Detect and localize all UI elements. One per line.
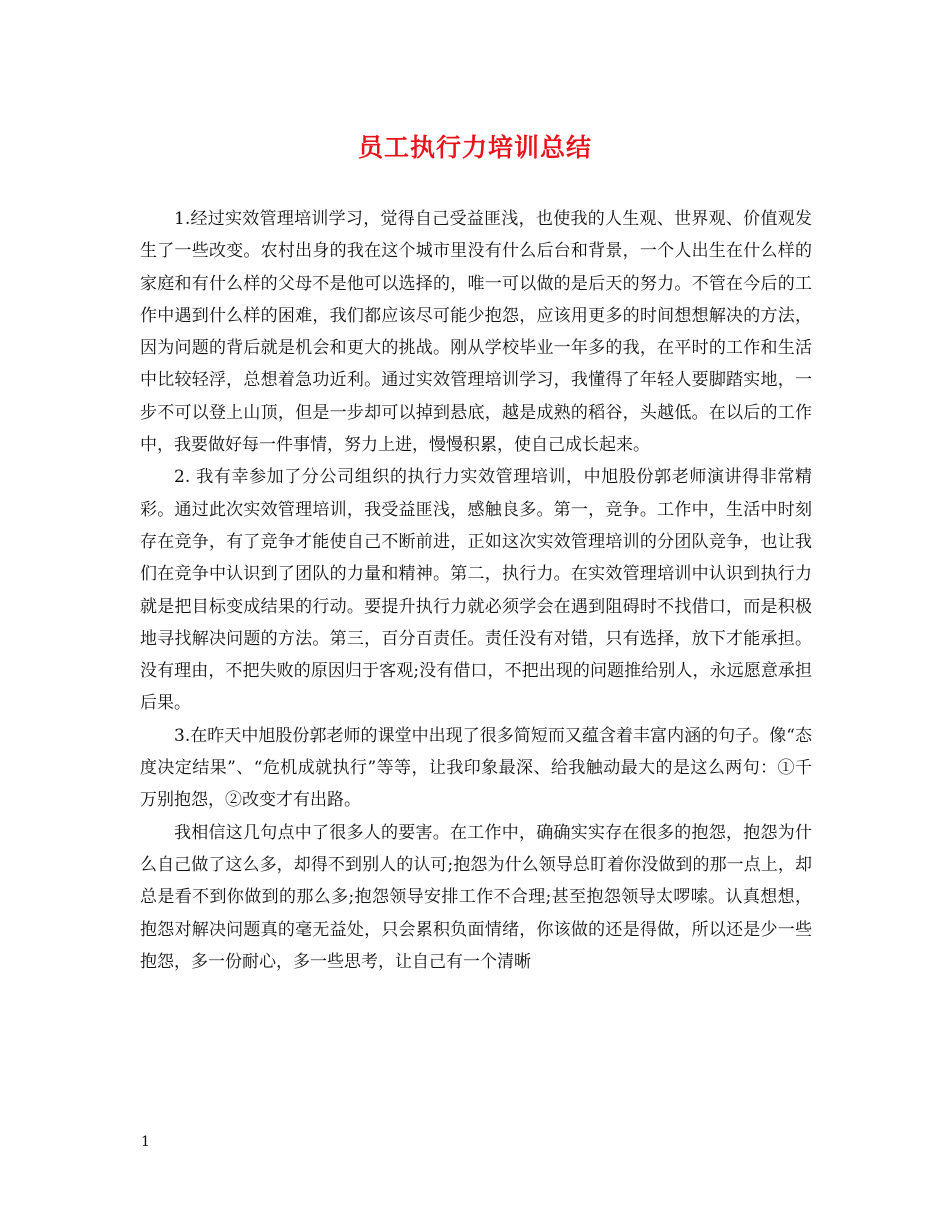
paragraph-1: 1.经过实效管理培训学习，觉得自己受益匪浅，也使我的人生观、世界观、价值观发生了一些改变。农村出身的我在这个城市里没有什么后台和背景，一个人出生在什么样的家庭和有什么样的父母不是他可以选择的，唯一可以做的是后天的努力。不管在今后的工作中遇到什么样的困难，我们都应该尽可能少抱怨，应该用更多的时间想想解决的方法，因为问题的背后就是机会和更大的挑战。刚从学校毕业一年多的我，在平时的工作和生活中比较轻浮，总想着急功近利。通过实效管理培训学习，我懂得了年轻人要脚踏实地，一步不可以登上山顶，但是一步却可以掉到悬底，越是成熟的稻谷，头越低。在以后的工作中，我要做好每一件事情，努力上进，慢慢积累，使自己成长起来。 [140,209,812,456]
paragraph-4: 我相信这几句点中了很多人的要害。在工作中，确确实实存在很多的抱怨，抱怨为什么自己做了这么多，却得不到别人的认可;抱怨为什么领导总盯着你没做到的那一点上，却总是看不到你做到的那么多;抱怨领导安排工作不合理;甚至抱怨领导太啰嗦。认真想想，抱怨对解决问题真的毫无益处，只会累积负面情绪，你该做的还是得做，所以还是少一些抱怨，多一份耐心，多一些思考，让自己有一个清晰 [140,822,812,972]
document-title: 员工执行力培训总结 [357,133,592,162]
paragraph-2: 2. 我有幸参加了分公司组织的执行力实效管理培训，中旭股份郭老师演讲得非常精彩。通过此次实效管理培训，我受益匪浅，感触良多。第一，竞争。工作中，生活中时刻存在竞争，有了竞争才能使自己不断前进，正如这次实效管理培训的分团队竞争，也让我们在竞争中认识到了团队的力量和精神。第二，执行力。在实效管理培训中认识到执行力就是把目标变成结果的行动。要提升执行力就必须学会在遇到阻碍时不找借口，而是积极地寻找解决问题的方法。第三，百分百责任。责任没有对错，只有选择，放下才能承担。没有理由，不把失败的原因归于客观;没有借口，不把出现的问题推给别人，永远愿意承担后果。 [140,467,812,714]
page-number: 1 [141,1134,150,1150]
paragraph-3: 3.在昨天中旭股份郭老师的课堂中出现了很多简短而又蕴含着丰富内涵的句子。像“态度决定结果”、“危机成就执行”等等，让我印象最深、给我触动最大的是这么两句：①千万别抱怨，②改变才有出路。 [140,725,812,811]
document-body [140,203,812,978]
